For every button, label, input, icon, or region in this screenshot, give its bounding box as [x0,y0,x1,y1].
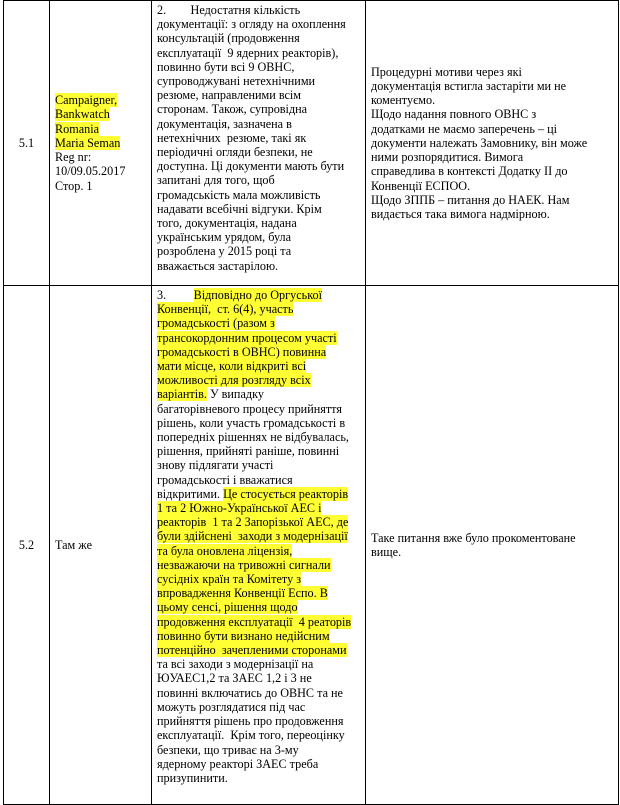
comment-line: громадськості і вважатися [157,472,293,487]
comment-line: потенційно зачепленими сторонами [157,643,347,658]
response-line: додатками не маємо заперечень – ці [371,121,558,136]
table-row [4,286,619,805]
comment-line: безпеки, що триває на 3-му [157,742,299,757]
source-cell: Там же [50,286,152,805]
comment-line: вважається застарілою. [157,258,279,273]
comment-line: повинні включатись до ОВНС та не [157,685,343,700]
comment-line: та всі заходи з модернізації на [157,657,314,672]
comment-line: нетехнічних резюме, такі як [157,130,307,145]
comment-line: можуть розглядатися під час [157,699,306,714]
comment-line: документація, зазначена в [157,116,292,131]
comment-line: продовження експлуатації 4 реаторів [157,614,352,629]
comment-line: реакторів 1 та 2 Запорізької АЕС, де [157,515,349,530]
comment-line: варіантів. У випадку [157,387,264,402]
comment-line: 1 та 2 Южно-Української АЕС і [157,501,322,516]
response-line: документація встигла застаріти ми не [371,79,567,94]
source-line: Romania [55,121,100,136]
source-line: Стор. 1 [55,178,93,193]
row-number: 5.1 [4,1,50,286]
comment-cell [152,1,366,286]
comment-line: доступна. Ці документи мають бути [157,159,345,174]
comment-line: та була оновлена ліцензія, [157,543,293,558]
comment-line: сусідніх країн та Комітету з [157,572,302,587]
response-line: справедлива в контексті Додатку ІІ до [371,164,568,179]
response-cell [366,1,619,286]
comment-line: документації: з огляду на охоплення [157,17,346,32]
source-line: Bankwatch [55,107,110,122]
comment-line: знову підлягати участі [157,458,274,473]
comment-line: ЮУАЕС1,2 та ЗАЕС 1,2 і 3 не [157,671,312,686]
comment-line: періодичні огляди безпеки, не [157,145,313,160]
source-cell [50,1,152,286]
comment-line: мати місце, коли відкриті всі [157,359,307,374]
comment-line: Конвенції, ст. 6(4), участь [157,302,294,317]
source-line: Maria Seman [55,135,121,150]
table-row [4,1,619,286]
comment-line: повинно бути всі 9 ОВНС, [157,59,295,74]
response-line: ними розпорядитися. Вимога [371,150,524,165]
comment-text [157,3,360,273]
response-line: коментуємо. [371,93,436,108]
comment-line: рішень, коли участь громадськості в [157,415,346,430]
comment-line: можливості для розгляду всіх [157,373,311,388]
comment-line: резюме, направленими всім [157,88,302,103]
comment-line: розроблена у 2015 році та [157,244,292,259]
comment-line: 3. Відповідно до Оргуської [157,288,322,302]
comment-line: експлуатації. Крім того, переоцінку [157,728,345,743]
comment-line: громадськості (разом з [157,316,275,331]
response-line: Процедурні мотиви через які [371,64,522,79]
row-number: 5.2 [4,286,50,805]
response-line: документи належать Замовнику, він може [371,135,588,150]
response-text [371,65,613,221]
comment-line: громадськість мала можливість [157,187,321,202]
comment-line: повинно бути визнано недійсним [157,628,330,643]
comment-line: рішення, прийняті раніше, повинні [157,444,340,459]
comment-line: трансокордонним процесом участі [157,330,337,345]
response-line: Щодо надання повного ОВНС з [371,107,537,122]
comment-line: супроводжувані нетехнічними [157,74,316,89]
comment-line: 2. Недостатня кількість [157,3,301,17]
comment-line: прийняття рішень про продовження [157,714,344,729]
comment-line: сторонам. Також, супровідна [157,102,308,117]
response-line: Щодо ЗППБ – питання до НАЕК. Нам [371,192,570,207]
response-line: видається така вимога надмірною. [371,206,550,221]
comment-line: того, документація, надана [157,216,297,231]
response-text [371,531,613,559]
comment-line: впровадження Конвенції Еспо. В [157,586,328,601]
comment-line: надавати всебічні відгуки. Крім [157,201,322,216]
comment-line: незважаючи на тривожні сигнали [157,557,331,572]
comment-line: багаторівневого процесу прийняття [157,401,342,416]
source-line: Reg nr: [55,150,92,165]
response-line: Таке питання вже було прокоментоване [371,530,576,545]
comments-table [3,0,619,805]
comment-cell [152,286,366,805]
comment-line: запитані для того, щоб [157,173,275,188]
comment-line: були здійснені заходи з модернізації [157,529,348,544]
source-line: 10/09.05.2017 [55,164,126,179]
comment-line: українським урядом, була [157,230,292,245]
comment-line: ядерному реакторі ЗАЕС треба [157,756,319,771]
comment-line: консультацій (продовження [157,31,300,46]
comment-text [157,288,360,785]
response-line: Конвенції ЕСПОО. [371,178,471,193]
comment-line: експлуатації 9 ядерних реакторів), [157,45,339,60]
comment-line: попередніх рішеннях не відбувалась, [157,430,349,445]
source-line: Campaigner, [55,93,118,108]
response-line: вище. [371,545,402,559]
comment-line: призупинити. [157,770,228,785]
comment-line: громадськості в ОВНС) повинна [157,344,327,359]
comment-line: цьому сенсі, рішення щодо [157,600,298,615]
response-cell [366,286,619,805]
comment-line: відкритими. Це стосується реакторів [157,486,349,501]
